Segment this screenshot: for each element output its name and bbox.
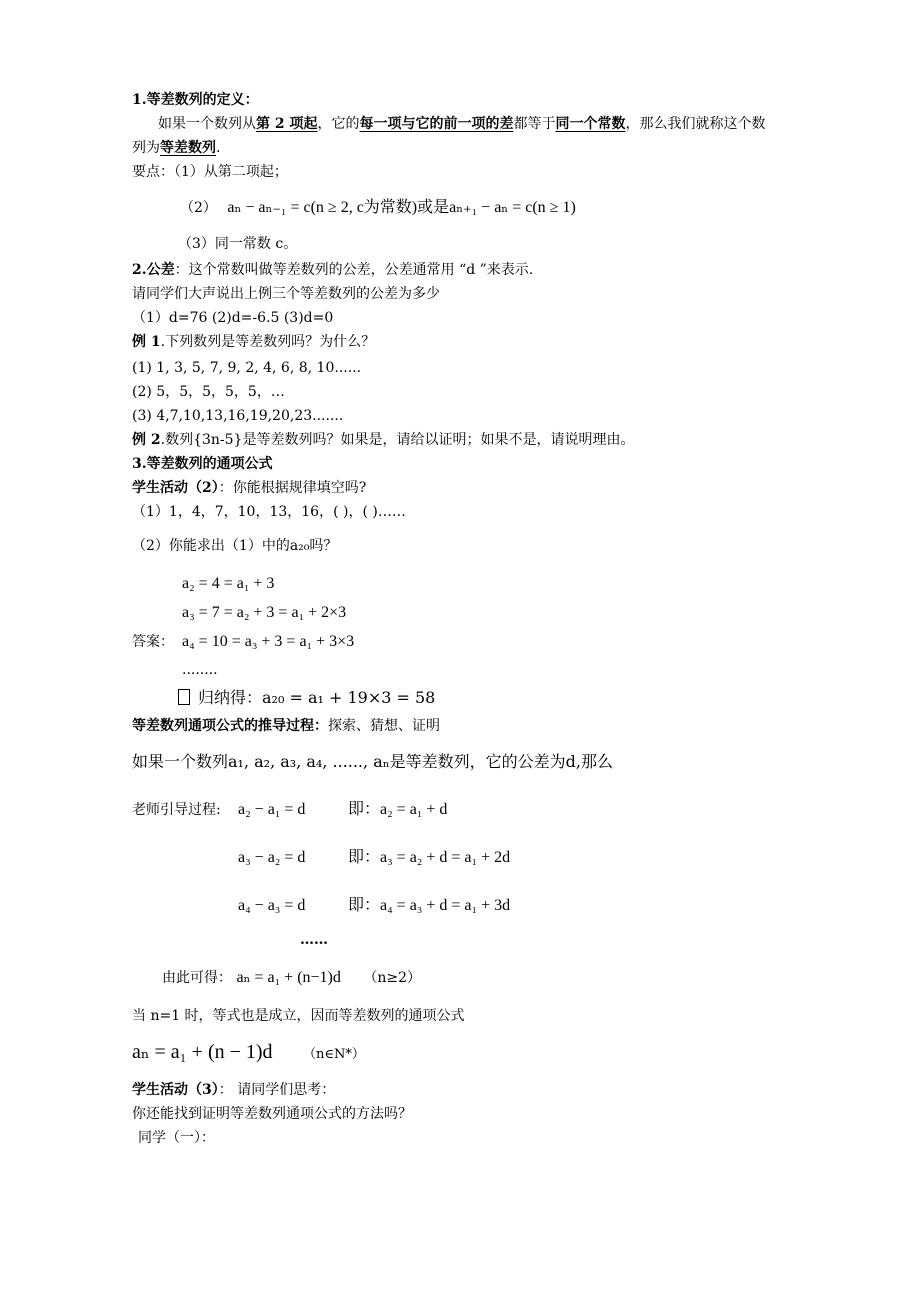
derivation-label: 等差数列通项公式的推导过程： xyxy=(132,718,328,734)
def-text-4: ，那么我们就称这个数 xyxy=(625,116,766,132)
classmate-one: 同学（一）： xyxy=(138,1130,215,1146)
guide-row-1-left: a₂ − a₁ = d xyxy=(238,801,306,818)
guide-row-3-left: a₄ − a₃ = d xyxy=(238,897,306,914)
section-3-heading: 3.等差数列的通项公式 xyxy=(132,456,273,472)
definition-line-1 xyxy=(158,114,766,134)
activity-2-text: ：你能根据规律填空吗? xyxy=(218,480,367,496)
general-formula-line xyxy=(132,1038,365,1066)
def-text-2: ，它的 xyxy=(317,116,360,132)
answer-conclusion-text: 归纳得：a₂₀ = a₁ + 19×3 = 58 xyxy=(198,688,436,707)
activity-2-sequence: （1）1，4，7，10，13，16，( )，( )…… xyxy=(132,504,406,520)
guide-dots: …… xyxy=(300,932,328,948)
hence-formula: aₙ = a₁ + (n−1)d xyxy=(236,969,341,986)
answer-line-a4: a₄ = 10 = a₃ + 3 = a₁ + 3×3 xyxy=(182,633,355,650)
key-points: 要点：（1）从第二项起； xyxy=(132,164,288,180)
example-2 xyxy=(132,430,634,450)
if-sequence-line: 如果一个数列a₁, a₂, a₃, a₄, ......, aₙ是等差数列，它的公差为d,那么 xyxy=(132,752,613,771)
guide-row-2-right: 即：a₃ = a₂ + d = a₁ + 2d xyxy=(348,849,511,866)
def-text-1: 如果一个数列从 xyxy=(158,116,256,132)
def-key-constant: 同一个常数 xyxy=(555,116,626,132)
guide-row-2-left: a₃ − a₂ = d xyxy=(238,849,306,866)
activity-2-label: 学生活动（2） xyxy=(132,480,219,496)
answers-line: （1）d=76 (2)d=-6.5 (3)d=0 xyxy=(132,310,334,326)
guide-label: 老师引导过程: xyxy=(132,802,221,818)
key-point-2-formula: aₙ − aₙ₋₁ = c(n ≥ 2, c为常数)或是aₙ₊₁ − aₙ = c(n ≥ 1) xyxy=(227,199,576,216)
activity-3-text: ： 请同学们思考： xyxy=(218,1082,336,1098)
n-equals-1-line: 当 n=1 时，等式也是成立，因而等差数列的通项公式 xyxy=(132,1008,465,1024)
key-point-3: （3）同一常数 c。 xyxy=(178,236,298,252)
def-key-difference: 每一项与它的前一项的差 xyxy=(359,116,514,132)
def-text-6: . xyxy=(216,140,221,156)
answer-line-a3: a₃ = 7 = a₂ + 3 = a₁ + 2×3 xyxy=(182,604,347,621)
section-1-heading: 1.等差数列的定义： xyxy=(132,92,259,108)
derivation-text: 探索、猜想、证明 xyxy=(328,718,440,734)
activity-3-label: 学生活动（3） xyxy=(132,1082,219,1098)
def-text-3: 都等于 xyxy=(513,116,556,132)
general-formula-condition: （n∈N*） xyxy=(303,1047,365,1062)
key-point-2 xyxy=(180,196,576,220)
answer-line-a2: a₂ = 4 = a₁ + 3 xyxy=(182,575,275,592)
definition-line-2 xyxy=(132,138,220,158)
activity-2 xyxy=(132,478,366,498)
def-key-arithmetic-sequence: 等差数列 xyxy=(160,140,216,156)
general-formula: aₙ = a₁ + (n − 1)d xyxy=(132,1041,273,1063)
derivation-heading xyxy=(132,716,440,736)
activity-3-question: 你还能找到证明等差数列通项公式的方法吗？ xyxy=(132,1106,412,1122)
answer-conclusion xyxy=(178,686,435,710)
hence-line xyxy=(162,966,421,990)
section-2 xyxy=(132,260,533,280)
example-1-label: 例 1 xyxy=(132,334,161,350)
hence-label: 由此可得： xyxy=(162,970,232,986)
guide-row-3-right: 即：a₄ = a₃ + d = a₁ + 3d xyxy=(348,897,511,914)
example-1-item-1: (1) 1, 3, 5, 7, 9, 2, 4, 6, 8, 10...... xyxy=(132,360,362,376)
def-text-5: 列为 xyxy=(132,140,160,156)
answer-label: 答案： xyxy=(132,634,174,650)
answer-line-dots: ........ xyxy=(182,662,218,678)
key-point-2-label: （2） xyxy=(180,200,217,216)
guide-row-1-right: 即：a₂ = a₁ + d xyxy=(348,801,448,818)
example-1-text: .下列数列是等差数列吗？为什么？ xyxy=(160,334,376,350)
example-1 xyxy=(132,332,375,352)
activity-2-question-2: （2）你能求出（1）中的a₂₀吗？ xyxy=(132,538,338,554)
hence-condition: （n≥2） xyxy=(363,970,421,986)
example-1-item-3: (3) 4,7,10,13,16,19,20,23....... xyxy=(132,408,344,424)
section-2-text: ：这个常数叫做等差数列的公差，公差通常用 “d ”来表示. xyxy=(174,262,534,278)
example-2-text: .数列{3n-5}是等差数列吗？如果是，请给以证明；如果不是，请说明理由。 xyxy=(160,432,635,448)
example-1-item-2: (2) 5，5，5，5，5，… xyxy=(132,384,285,400)
ask-line: 请同学们大声说出上例三个等差数列的公差为多少 xyxy=(132,286,440,302)
missing-glyph-box-icon xyxy=(178,689,190,705)
activity-3 xyxy=(132,1080,335,1100)
section-2-heading: 2.公差 xyxy=(132,262,175,278)
example-2-label: 例 2 xyxy=(132,432,161,448)
def-key-second-term: 第 2 项起 xyxy=(256,116,318,132)
